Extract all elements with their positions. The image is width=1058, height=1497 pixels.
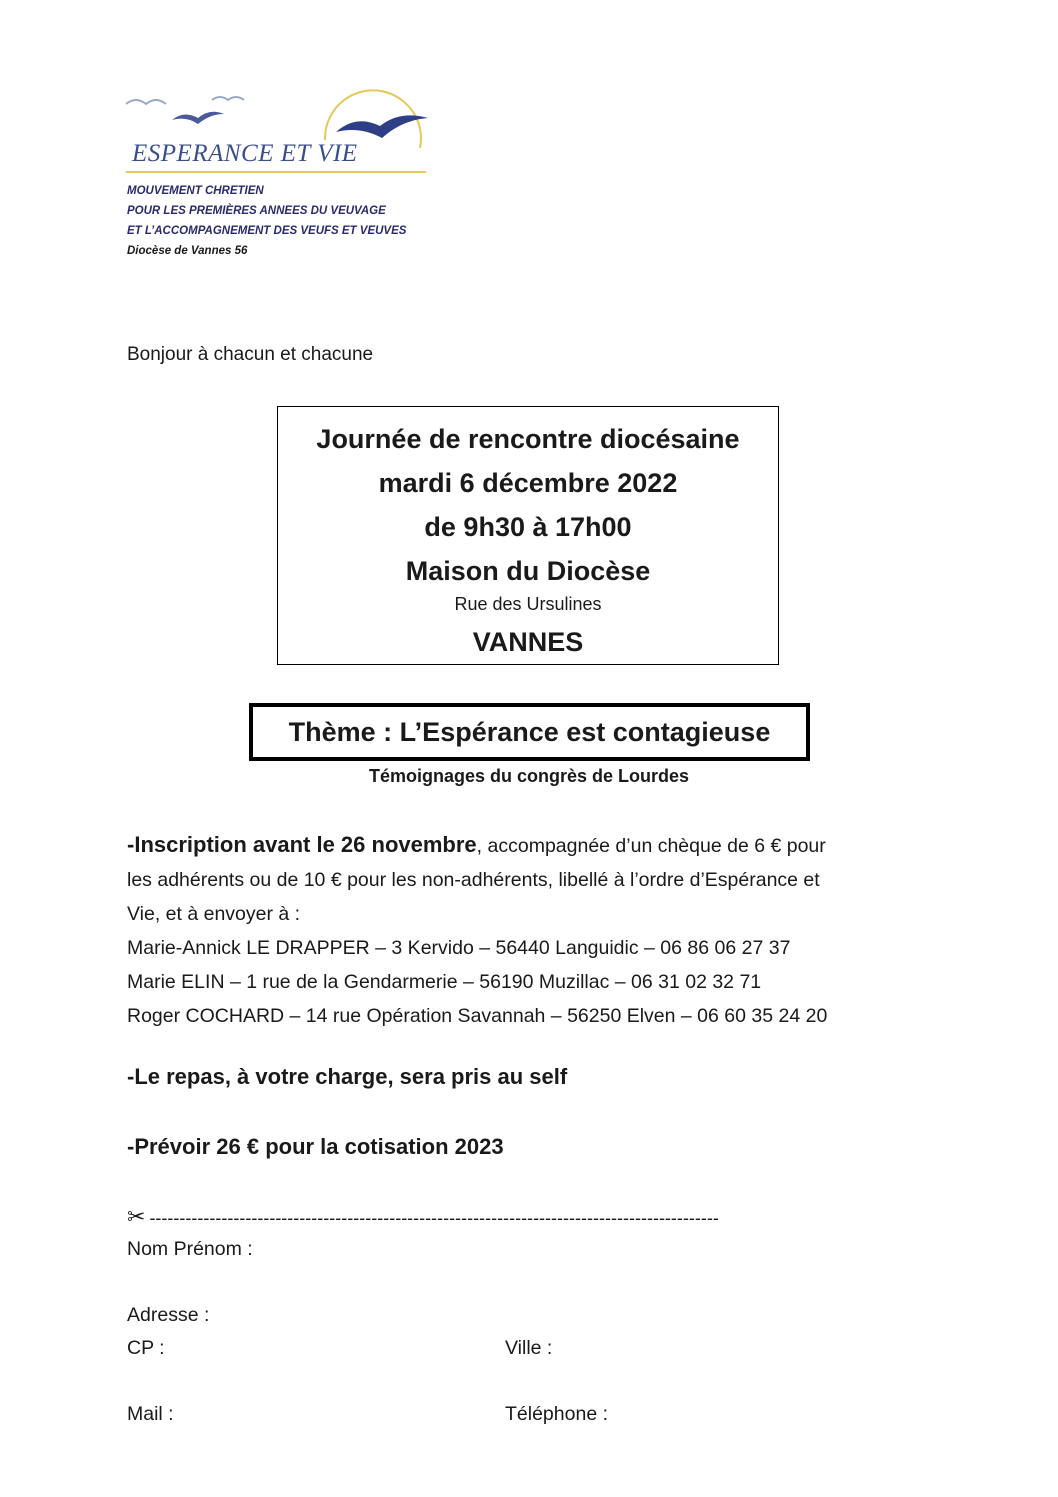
registration-line-1 xyxy=(127,828,947,863)
city-field-label: Ville : xyxy=(505,1337,553,1359)
org-line-3: ET L’ACCOMPAGNEMENT DES VEUFS ET VEUVES xyxy=(127,225,407,237)
organization-block xyxy=(127,181,406,261)
contact-line: Marie ELIN – 1 rue de la Gendarmerie – 56190 Muzillac – 06 31 02 32 71 xyxy=(127,971,762,993)
phone-field-label: Téléphone : xyxy=(505,1403,608,1425)
logo xyxy=(120,84,460,180)
event-city: VANNES xyxy=(472,627,584,657)
event-place: Maison du Diocèse xyxy=(405,556,651,586)
org-line-2: POUR LES PREMIÈRES ANNEES DU VEUVAGE xyxy=(127,205,386,217)
seagull-icon xyxy=(212,97,244,100)
cut-dashes: ----------------------------------------------------------------------------------------------- xyxy=(149,1208,719,1228)
contact-line: Marie-Annick LE DRAPPER – 3 Kervido – 56440 Languidic – 06 86 06 27 37 xyxy=(127,937,791,959)
seagull-icon xyxy=(126,100,166,104)
cotisation-note: -Prévoir 26 € pour la cotisation 2023 xyxy=(127,1134,504,1159)
registration-line-3: Vie, et à envoyer à : xyxy=(127,903,301,925)
cut-line xyxy=(127,1204,937,1230)
address-field-label: Adresse : xyxy=(127,1304,210,1326)
theme-box: Thème : L’Espérance est contagieuse xyxy=(249,703,810,761)
registration-line-2: les adhérents ou de 10 € pour les non-adhérents, libellé à l’ordre d’Espérance et xyxy=(127,869,820,891)
mail-field-label: Mail : xyxy=(127,1403,174,1425)
logo-rule xyxy=(126,171,426,173)
scissors-icon: ✂ xyxy=(127,1204,146,1229)
meal-note: -Le repas, à votre charge, sera pris au self xyxy=(127,1064,568,1089)
event-date: mardi 6 décembre 2022 xyxy=(378,468,678,498)
seagull-icon xyxy=(172,112,224,124)
event-time: de 9h30 à 17h00 xyxy=(424,512,632,542)
registration-text-1: , accompagnée d’un chèque de 6 € pour xyxy=(476,835,826,857)
registration-lead: -Inscription avant le 26 novembre xyxy=(127,832,477,857)
logo-name: ESPERANCE ET VIE xyxy=(132,140,358,167)
event-street: Rue des Ursulines xyxy=(454,594,602,614)
contact-line: Roger COCHARD – 14 rue Opération Savannah – 56250 Elven – 06 60 35 24 20 xyxy=(127,1005,828,1027)
name-field-label: Nom Prénom : xyxy=(127,1238,253,1260)
cp-field-label: CP : xyxy=(127,1337,165,1359)
seagull-icon xyxy=(336,115,428,138)
event-box xyxy=(277,406,779,665)
theme-subtitle: Témoignages du congrès de Lourdes xyxy=(368,766,690,786)
org-diocese: Diocèse de Vannes 56 xyxy=(127,245,248,257)
event-title: Journée de rencontre diocésaine xyxy=(316,424,740,454)
registration-paragraph xyxy=(127,828,947,1033)
org-line-1: MOUVEMENT CHRETIEN xyxy=(127,185,264,197)
greeting: Bonjour à chacun et chacune xyxy=(127,344,374,365)
